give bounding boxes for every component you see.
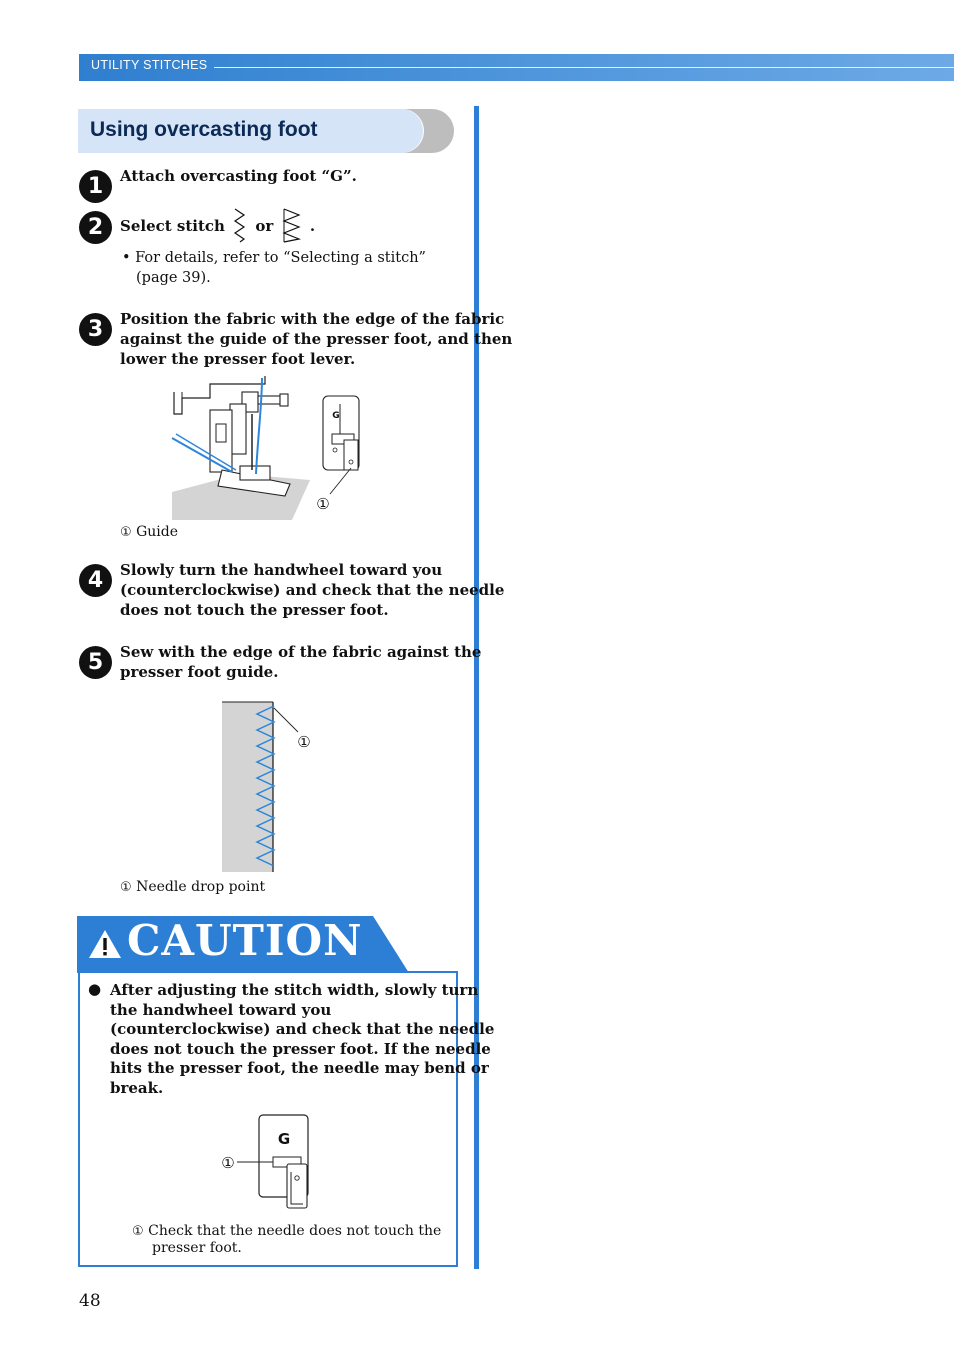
caution-banner: [77, 916, 409, 973]
caution-foot-illustration: [215, 1112, 315, 1214]
figure-1-caption: ① Guide: [120, 524, 179, 540]
step-2-text: Select stitch or .: [120, 207, 315, 243]
overcast-stitch-icon-a: [232, 207, 248, 243]
step-2-note-cont: (page 39).: [136, 270, 211, 286]
step-1-text: Attach overcasting foot “G”.: [120, 167, 357, 185]
page-number: 48: [79, 1291, 101, 1311]
header-rule: [214, 67, 954, 68]
caution-caption: ① Check that the needle does not touch the presser foot.: [132, 1223, 442, 1256]
step-5-text: Sew with the edge of the fabric against the presser foot guide.: [120, 643, 482, 681]
caution-title: CAUTION: [127, 916, 363, 965]
section-title: Using overcasting foot: [90, 118, 318, 141]
step-number-2: 2: [79, 211, 112, 244]
step-2-note: • For details, refer to “Selecting a stitch”: [122, 250, 426, 266]
presser-foot-illustration: [170, 374, 365, 522]
caution-needle-callout: ①: [221, 1154, 235, 1172]
caution-text: After adjusting the stitch width, slowly turn the handwheel toward you (counterclockwise) and check that the needle does not touch the presser foot. If the needle hits the presser foot, the needle may bend or break.: [110, 981, 495, 1097]
caution-bullet: ●: [88, 980, 102, 998]
step-number-1: 1: [79, 170, 112, 203]
step-number-3: 3: [79, 313, 112, 346]
warning-icon: [87, 928, 123, 960]
stitch-illustration: [220, 700, 320, 875]
foot-letter-label: G: [332, 411, 340, 421]
step-4-text: Slowly turn the handwheel toward you (counterclockwise) and check that the needle does not touch the presser foot.: [120, 561, 505, 619]
running-header: UTILITY STITCHES: [91, 58, 208, 72]
overcast-stitch-icon-b: [281, 207, 303, 243]
step-number-4: 4: [79, 564, 112, 597]
step-number-5: 5: [79, 646, 112, 679]
needle-drop-callout: ①: [297, 733, 311, 751]
section-heading: [78, 109, 454, 153]
step-3-text: Position the fabric with the edge of the fabric against the guide of the presser foot, and then lower the presser foot lever.: [120, 310, 513, 368]
figure-2-caption: ① Needle drop point: [120, 879, 266, 895]
guide-callout: ①: [316, 495, 330, 513]
caution-foot-letter: G: [277, 1130, 291, 1148]
